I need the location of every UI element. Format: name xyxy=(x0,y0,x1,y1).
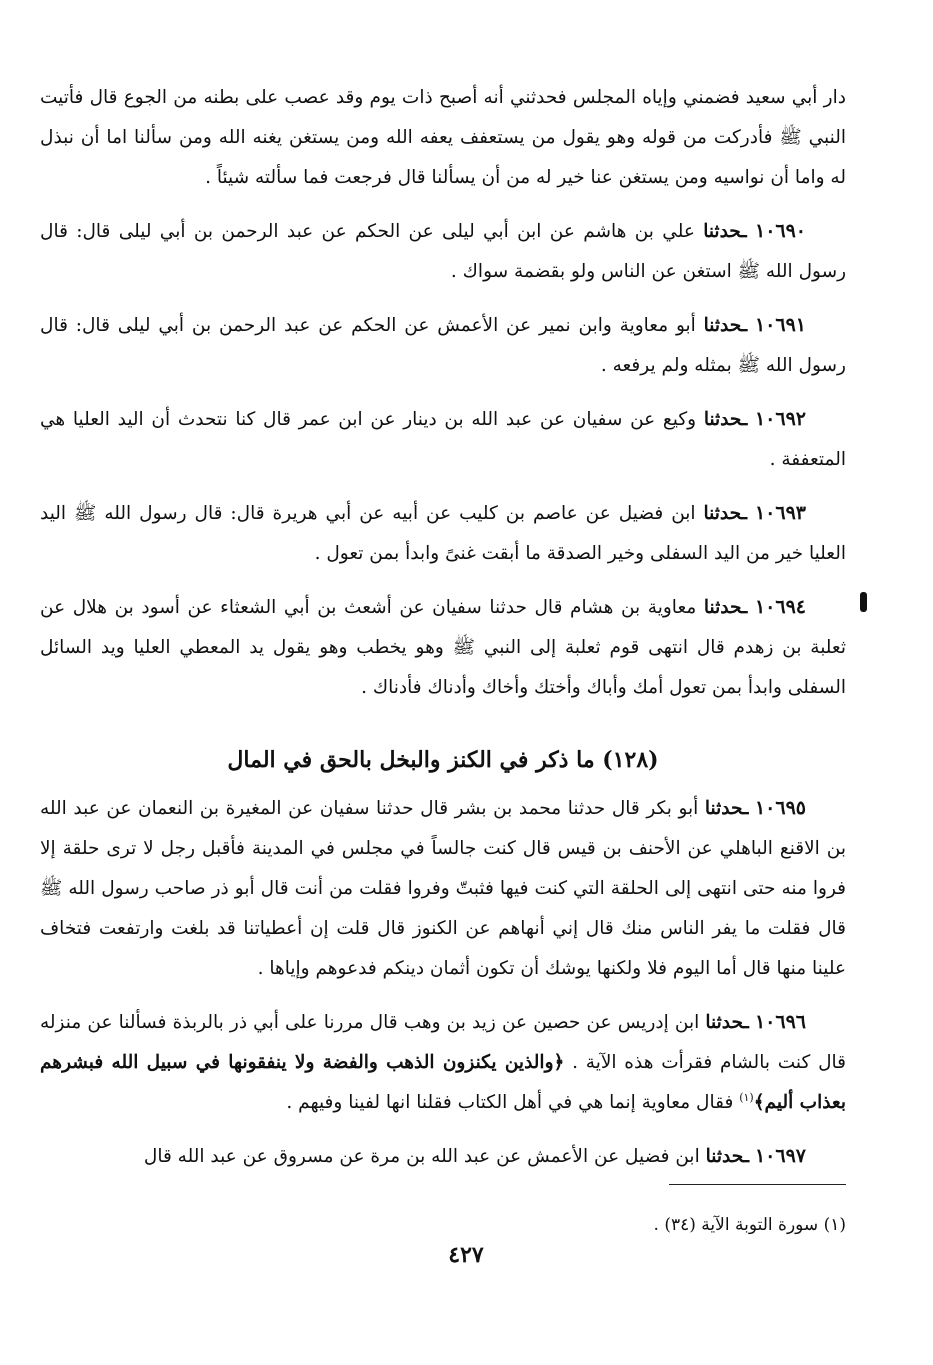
hadith-text: ابن فضيل عن الأعمش عن عبد الله بن مرة عن مسروق عن عبد الله قال xyxy=(143,1146,700,1167)
footnote: (١) سورة التوبة الآية (٣٤) . xyxy=(653,1215,846,1235)
hadith-10696 xyxy=(40,1002,846,1123)
hadith-text: علي بن هاشم عن ابن أبي ليلى عن الحكم عن عبد الرحمن بن أبي ليلى قال: قال رسول الله ﷺ استغن عن الناس ولو بقضمة سواك . xyxy=(40,221,846,282)
hadith-number: ١٠٦٩٢ xyxy=(754,408,806,430)
hadith-text: معاوية بن هشام قال حدثنا سفيان عن أشعث بن أبي الشعثاء عن أسود بن هلال عن ثعلبة بن زهدم قال انتهى قوم ثعلبة إلى النبي ﷺ وهو يخطب وهو يقول يد المعطي العليا ويد السائل السفلى وابدأ بمن تعول أمك وأباك وأختك وأخاك وأدناك فأدناك . xyxy=(40,597,846,698)
main-text xyxy=(40,78,846,1190)
hadith-text-continued: فقال معاوية إنما هي في أهل الكتاب فقلنا انها لفينا وفيهم . xyxy=(286,1092,734,1113)
margin-ink-mark xyxy=(860,592,867,612)
hadith-keyword: حدثنا xyxy=(703,315,742,336)
hadith-number: ١٠٦٩٠ xyxy=(754,220,807,242)
page-number: ٤٢٧ xyxy=(448,1242,484,1268)
hadith-10695 xyxy=(40,788,846,989)
dash-separator: ـ xyxy=(741,315,748,336)
hadith-number: ١٠٦٩٧ xyxy=(754,1145,806,1167)
chapter-heading: (١٢٨) ما ذكر في الكنز والبخل بالحق في المال xyxy=(227,747,659,773)
footnote-marker: (١) xyxy=(739,1090,754,1104)
hadith-text: أبو بكر قال حدثنا محمد بن بشر قال حدثنا سفيان عن المغيرة بن النعمان عن عبد الله بن الاقنع الباهلي عن الأحنف بن قيس قال كنت جالساً في مجلس في المدينة فأقبل رجل لا ترى حلقة إلا فروا منه حتى انتهى إلى الحلقة التي كنت فيها فثبتّ وفروا فقلت من أنت قال أبو ذر صاحب رسول الله ﷺ قال فقلت ما يفر الناس منك قال إني أنهاهم عن الكنوز قال قلت إن أعطياتنا قد بلغت وارتفعت فتخاف علينا منها قال أما اليوم فلا ولكنها يوشك أن تكون أثمان دينكم فدعوهم وإياها . xyxy=(40,798,846,979)
hadith-number: ١٠٦٩٦ xyxy=(754,1011,806,1033)
hadith-text: أبو معاوية وابن نمير عن الأعمش عن الحكم عن عبد الرحمن بن أبي ليلى قال: قال رسول الله ﷺ بمثله ولم يرفعه . xyxy=(40,315,846,376)
dash-separator: ـ xyxy=(741,503,747,524)
hadith-keyword: حدثنا xyxy=(703,221,742,242)
hadith-10697 xyxy=(40,1136,846,1177)
hadith-number: ١٠٦٩٤ xyxy=(754,596,806,618)
hadith-10694 xyxy=(40,587,846,708)
hadith-10693 xyxy=(40,493,846,574)
dash-separator: ـ xyxy=(741,597,748,618)
hadith-text: وكيع عن سفيان عن عبد الله بن دينار عن ابن عمر قال كنا نتحدث أن اليد العليا هي المتعففة . xyxy=(40,409,846,470)
dash-separator: ـ xyxy=(743,1012,749,1033)
paragraph-continuation xyxy=(40,78,846,198)
hadith-keyword: حدثنا xyxy=(703,597,742,618)
hadith-keyword: حدثنا xyxy=(703,409,742,430)
quran-verse: ﴿والذين يكنزون الذهب والفضة ولا ينفقونها في سبيل الله فبشرهم بعذاب أليم﴾ xyxy=(40,1052,846,1113)
hadith-keyword: حدثنا xyxy=(703,503,742,524)
dash-separator: ـ xyxy=(742,798,749,819)
hadith-keyword: حدثنا xyxy=(705,1146,744,1167)
hadith-number: ١٠٦٩٣ xyxy=(754,502,806,524)
dash-separator: ـ xyxy=(741,221,747,242)
hadith-10691 xyxy=(40,305,846,386)
hadith-text: ابن فضيل عن عاصم بن كليب عن أبيه عن أبي هريرة قال: قال رسول الله ﷺ اليد العليا خير من اليد السفلى وخير الصدقة ما أبقت غنىً وابدأ بمن تعول . xyxy=(40,503,846,564)
hadith-keyword: حدثنا xyxy=(705,1012,744,1033)
footnote-divider xyxy=(669,1184,846,1185)
paragraph-text: دار أبي سعيد فضمني وإياه المجلس فحدثني أنه أصبح ذات يوم وقد عصب على بطنه من الجوع قال فأتيت النبي ﷺ فأدركت من قوله وهو يقول من يستعفف يعفه الله ومن يستغن يغنه الله ومن سألنا اما أن نبذل له واما أن نواسيه ومن يستغن عنا خير له من أن يسألنا قال فرجعت فما سألته شيئاً . xyxy=(40,87,846,188)
hadith-keyword: حدثنا xyxy=(704,798,743,819)
dash-separator: ـ xyxy=(741,409,748,430)
hadith-10690 xyxy=(40,211,846,292)
hadith-number: ١٠٦٩٥ xyxy=(754,797,806,819)
hadith-number: ١٠٦٩١ xyxy=(754,314,806,336)
dash-separator: ـ xyxy=(743,1146,750,1167)
hadith-text: ابن إدريس عن حصين عن زيد بن وهب قال مررنا على أبي ذر بالربذة فسألنا عن منزله قال كنت بالشام فقرأت هذه الآية . xyxy=(40,1012,846,1073)
hadith-10692 xyxy=(40,399,846,480)
